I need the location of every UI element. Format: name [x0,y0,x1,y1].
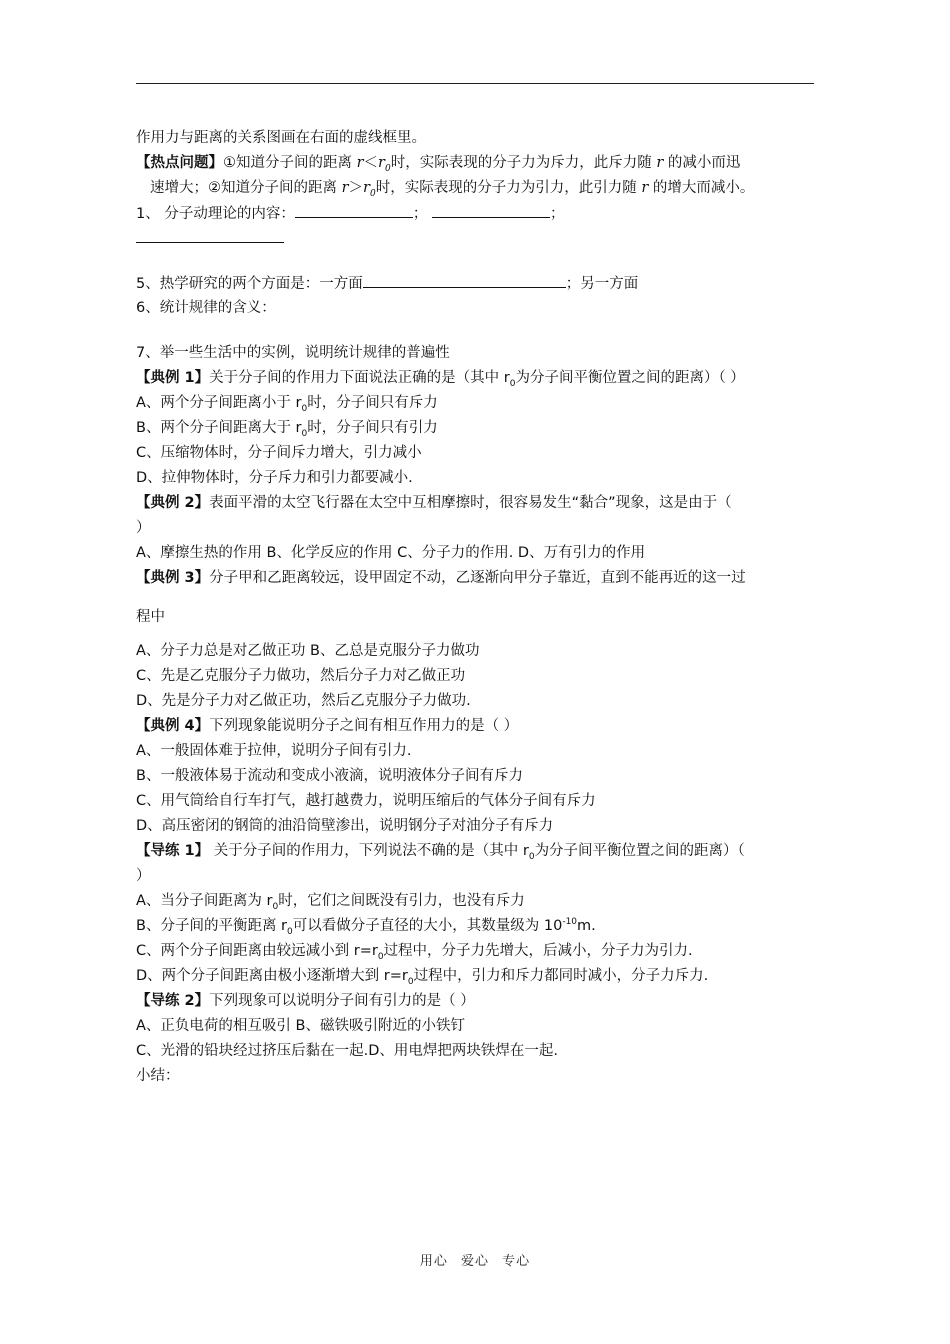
answer-blank[interactable] [363,271,566,288]
example-3-option-d: D、先是分子力对乙做正功，然后乙克服分子力做功. [136,693,471,709]
answer-blank[interactable] [295,201,413,218]
practice-1-stem-end: ） [136,868,151,884]
practice-2-label: 【导练 2】 [136,993,210,1009]
practice-1-option-c: C、两个分子间距离由较远减小到 $r=r_0$过程中，分子力先增大，后减小，分子力为引力. [136,943,693,962]
practice-2-options-ab: A、正负电荷的相互吸引 B、磁铁吸引附近的小铁钉 [136,1018,465,1034]
example-4-stem: 【典例 4】下列现象能说明分子之间有相互作用力的是（ ） [136,718,519,734]
hot-topic-line-1: 【热点问题】①知道分子间的距离 $r<r_0$时，实际表现的分子力为斥力，此斥力随 r 的减小而迅 [136,155,741,174]
question-6: 6、统计规律的含义： [136,300,276,316]
example-1-option-d: D、拉伸物体时，分子斥力和引力都要减小. [136,470,413,486]
example-1-option-c: C、压缩物体时，分子间斥力增大，引力减小 [136,445,422,461]
question-7: 7、举一些生活中的实例，说明统计规律的普遍性 [136,345,450,361]
practice-1-option-a: A、当分子间距离为 $r_0$时，它们之间既没有引力，也没有斥力 [136,893,525,912]
example-1-stem: 【典例 1】关于分子间的作用力下面说法正确的是（其中 $r_0$为分子间平衡位置之间的距离）（ ） [136,370,745,389]
practice-1-stem: 【导练 1】 关于分子间的作用力，下列说法不确的是（其中 $r_0$为分子间平衡位置之间的距离）（ [136,843,745,862]
practice-1-option-b: B、分子间的平衡距离 $r_0$可以看做分子直径的大小，其数量级为 $10^{-10}m$. [136,917,596,937]
example-2-stem: 【典例 2】表面平滑的太空飞行器在太空中互相摩擦时，很容易发生“黏合”现象，这是由于（ [136,495,732,511]
answer-blank[interactable] [432,201,550,218]
header-rule [136,83,814,84]
summary-label: 小结： [136,1068,180,1084]
example-1-label: 【典例 1】 [136,370,210,386]
example-3-options-ab: A、分子力总是对乙做正功 B、乙总是克服分子力做功 [136,643,480,659]
footer-text: 专心 [502,1254,531,1269]
example-2-stem-end: ） [136,520,151,536]
question-5: 5、热学研究的两个方面是：一方面 ；另一方面 [136,271,826,296]
example-3-label: 【典例 3】 [136,570,210,586]
document-body [136,126,826,1089]
example-2-options: A、摩擦生热的作用 B、化学反应的作用 C、分子力的作用. D、万有引力的作用 [136,545,646,561]
example-4-option-b: B、一般液体易于流动和变成小液滴，说明液体分子间有斥力 [136,768,523,784]
hot-topic-label: 【热点问题】 [136,155,223,171]
example-3-stem-end: 程中 [136,609,165,625]
question-1: 1、 分子动理论的内容： ； ； [136,201,826,226]
practice-1-option-d: D、两个分子间距离由极小逐渐增大到 $r=r_0$过程中，引力和斥力都同时减小，分子力斥力. [136,968,709,987]
page-footer [0,1250,950,1269]
footer-text: 爱心 [460,1254,489,1269]
question-1-continued [136,226,826,251]
practice-2-options-cd: C、光滑的铅块经过挤压后黏在一起.D、用电焊把两块铁焊在一起. [136,1043,559,1059]
example-4-label: 【典例 4】 [136,718,210,734]
example-4-option-a: A、一般固体难于拉伸，说明分子间有引力. [136,743,412,759]
intro-line: 作用力与距离的关系图画在右面的虚线框里。 [136,130,426,146]
example-3-stem: 【典例 3】分子甲和乙距离较远，设甲固定不动，乙逐渐向甲分子靠近，直到不能再近的这一过 [136,570,746,586]
example-1-option-a: A、两个分子间距离小于 $r_0$时，分子间只有斥力 [136,395,438,414]
practice-2-stem: 【导练 2】下列现象可以说明分子间有引力的是（ ） [136,993,475,1009]
example-3-option-c: C、先是乙克服分子力做功，然后分子力对乙做正功 [136,668,466,684]
example-2-label: 【典例 2】 [136,495,210,511]
hot-topic-line-2: 速增大；②知道分子间的距离 $r>r_0$时，实际表现的分子力为引力，此引力随 r 的增大而减小。 [150,180,755,199]
example-4-option-d: D、高压密闭的钢筒的油沿筒壁渗出，说明钢分子对油分子有斥力 [136,818,554,834]
example-4-option-c: C、用气筒给自行车打气，越打越费力，说明压缩后的气体分子间有斥力 [136,793,596,809]
example-1-option-b: B、两个分子间距离大于 $r_0$时，分子间只有引力 [136,420,438,439]
footer-text: 用心 [419,1254,448,1269]
practice-1-label: 【导练 1】 [136,843,210,859]
answer-blank[interactable] [136,226,284,243]
